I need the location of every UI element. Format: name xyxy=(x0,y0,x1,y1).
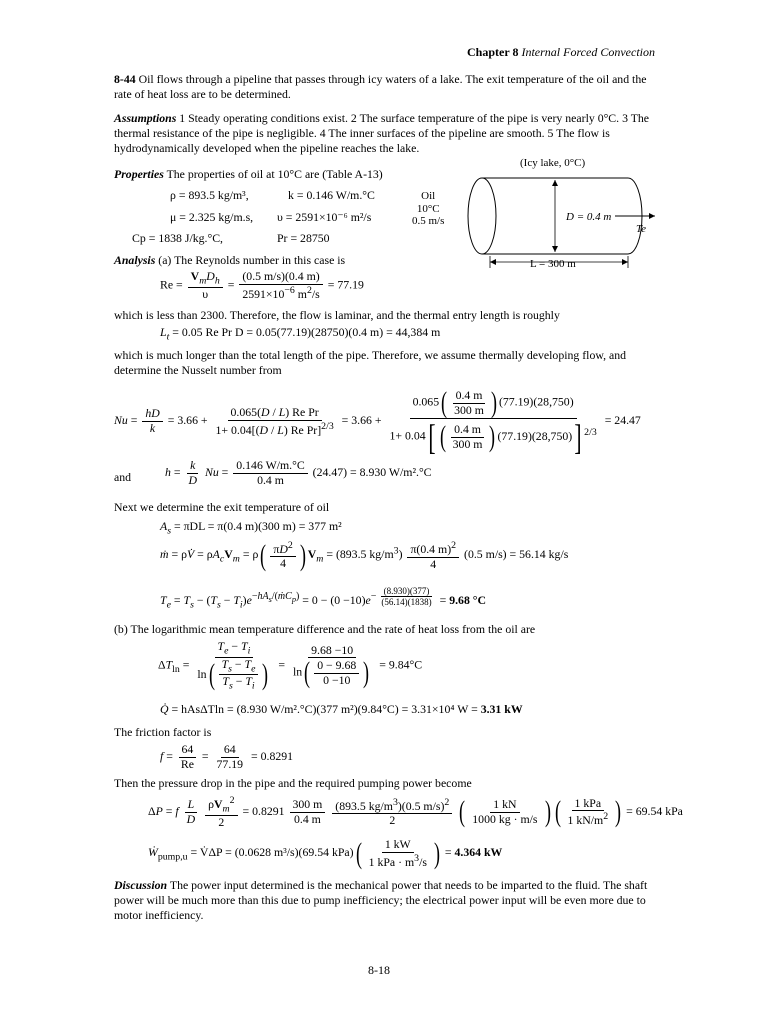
nusselt-equation: Nu = $\frac{hD}{k}$ = 3.66 + $\frac{\text{0.065(D / L) Re Pr}}{1+ 0.04[(D / L) Re Pr]^{2/3}}$ = 3.66 + 0.065 ( 0.4 m 300 m ) (77.19)(28,750) 1+ 0.04 [ ( 0.4 m 300 m ) (77.19)(28,750) ] $^{2/3}$ = 24.47 xyxy=(114,386,641,457)
figure-exit-temp: Te xyxy=(636,223,646,235)
figure-oil: Oil xyxy=(421,190,436,202)
figure-lake-label: (Icy lake, 0°C) xyxy=(520,157,586,169)
lmtd-result: = 9.84°C xyxy=(379,657,423,672)
discussion-label: Discussion xyxy=(114,878,168,892)
prop-pr: Pr = 28750 xyxy=(277,231,330,245)
discussion-paragraph xyxy=(114,878,656,923)
problem-text: Oil flows through a pipeline that passes through icy waters of a lake. The exit temperature of the oil and the rate of heat loss are to be determined. xyxy=(114,72,647,102)
analysis-label: Analysis xyxy=(114,253,156,267)
nusselt-result: = 24.47 xyxy=(604,413,641,428)
page-number: 8-18 xyxy=(368,963,390,977)
lmtd-equation: $\Delta T_{ln}$ = $T_e - T_i$ ln ( $T_s - T_e$ $T_s - T_i$ ) = 9.68 −10 ln ( 0 − 9.68 0 −10 ) = 9.84°C xyxy=(158,639,423,692)
friction-result: = 0.8291 xyxy=(251,748,294,763)
pressure-drop-result: = 69.54 kPa xyxy=(626,803,683,818)
reynolds-equation: Re = $V_mD_h$ υ = $\frac{(0.5 m/s)(0.4 m)}{2591\times 10^{-6} m^2/s}$ = 77.19 xyxy=(160,269,364,301)
pressure-intro: Then the pressure drop in the pipe and the required pumping power become xyxy=(114,776,472,790)
properties-text: The properties of oil at 10°C are (Table A-13) xyxy=(166,167,383,181)
figure-oil-label xyxy=(412,190,444,228)
assumptions-paragraph xyxy=(114,111,656,156)
surface-area-text: = πDL = π(0.4 m)(300 m) = 377 m² xyxy=(174,519,342,533)
friction-equation: f = $\frac{64}{Re}$ = $\frac{64}{77.19}$ = 0.8291 xyxy=(160,742,294,771)
entry-length-text: = 0.05 Re Pr D = 0.05(77.19)(28750)(0.4 m) = 44,384 m xyxy=(172,325,441,339)
prop-nu: υ = 2591×10⁻⁶ m²/s xyxy=(277,210,372,224)
analysis-intro: (a) The Reynolds number in this case is xyxy=(158,253,346,267)
pumping-power-text: = V̇ΔP = (0.0628 m³/s)(69.54 kPa) xyxy=(190,845,354,860)
chapter-label: Chapter 8 xyxy=(467,45,519,59)
discussion-text: The power input determined is the mechanical power that needs to be imparted to the fluid. The shaft power will be much more than this due to pump inefficiency; the electrical power input will be even more due to motor inefficiency. xyxy=(114,878,648,923)
page-header xyxy=(467,45,655,60)
figure-vel: 0.5 m/s xyxy=(412,215,445,228)
h-equation: h = $\frac{k}{D}$ Nu = $\frac{0.146 W/m.^\circ C}{0.4 m}$ (24.47) = 8.930 W/m².°C xyxy=(165,458,432,487)
entry-length-equation: $L_t = 0.05$ Re Pr D = 0.05(77.19)(28750)(0.4 m) = 44,384 m xyxy=(160,325,441,343)
exit-temp-intro: Next we determine the exit temperature of oil xyxy=(114,500,330,514)
problem-number: 8-44 xyxy=(114,72,136,86)
reynolds-result: = 77.19 xyxy=(327,277,364,292)
and-label: and xyxy=(114,470,132,484)
heat-loss-result: 3.31 kW xyxy=(480,702,523,716)
part-b-intro: (b) The logarithmic mean temperature difference and the rate of heat loss from the oil are xyxy=(114,622,536,636)
properties-heading xyxy=(114,167,383,182)
pumping-power-result: 4.364 kW xyxy=(454,845,503,860)
prop-cp: Cp = 1838 J/kg.°C, xyxy=(132,231,224,245)
surface-area-equation: $A_s = \pi DL = \pi(0.4$ m)(300 m) = 377 m² xyxy=(160,519,342,537)
pumping-power-equation: Ẇ$_{pump,u}$ = V̇ΔP = (0.0628 m³/s)(69.54 kPa) ( 1 kW 1 kPa · $m^3/s$ ) = 4.364 kW xyxy=(148,836,503,870)
mass-flow-result: (0.5 m/s) = 56.14 kg/s xyxy=(464,547,569,562)
figure-diameter: D = 0.4 m xyxy=(566,211,612,223)
mass-flow-equation: ṁ = ρV̇ = $\rho A_cV_m = \rho$ ( $\pi D^2$ 4 ) $V_m = (893.5$ $kg/m^3$) $\frac{\pi(0.4 m)^2}{4}$ (0.5 m/s) = 56.14 kg/s xyxy=(160,538,569,572)
figure-temp: 10°C xyxy=(416,202,440,215)
prop-mu: μ = 2.325 kg/m.s, xyxy=(170,210,254,224)
assumptions-text: 1 Steady operating conditions exist. 2 The surface temperature of the pipe is very nearly 0°C. 3 The thermal resistance of the pipe is negligible. 4 The inner surfaces of the pipeline are smooth. 5 The flow is hydrodynamically developed when the pipeline reaches the lake. xyxy=(114,111,650,156)
prop-k: k = 0.146 W/m.°C xyxy=(288,188,375,202)
friction-intro: The friction factor is xyxy=(114,725,212,739)
exit-temp-equation: $T_e = T_s - (T_s - T_i)e^{-hA_s/(ṁC_p)} = 0 - (0 -10)e^{- \frac{(8.930)(377)}{(56.14)(1838)}}$ = 9.68 °C xyxy=(160,586,487,611)
analysis-heading xyxy=(114,253,345,268)
assumptions-label: Assumptions xyxy=(114,111,177,125)
exit-temp-result: 9.68 °C xyxy=(449,593,487,608)
h-result: (24.47) = 8.930 W/m².°C xyxy=(312,464,432,479)
chapter-title: Internal Forced Convection xyxy=(521,45,655,59)
heat-loss-text: = hAsΔTln = (8.930 W/m².°C)(377 m²)(9.84°C) = 3.31×10⁴ W = xyxy=(171,702,478,716)
heat-loss-equation: Q̇ = hAsΔTln = (8.930 W/m².°C)(377 m²)(9.84°C) = 3.31×10⁴ W = 3.31 kW xyxy=(160,702,523,716)
pressure-drop-equation: ΔP = f $\frac{L}{D}$ $\rho V_m^2$ 2 = 0.8291 $\frac{300 m}{0.4 m}$ $\frac{(893.5 kg/m^3)(0.5 m/s)^2}{2}$ ( 1 kN 1000 kg · m/s ) ( 1 kPa 1 $kN/m^2$ ) = 69.54 kPa xyxy=(148,795,683,829)
prop-rho: ρ = 893.5 kg/m³, xyxy=(170,188,249,202)
laminar-text: which is less than 2300. Therefore, the flow is laminar, and the thermal entry length is roughly xyxy=(114,308,560,322)
problem-statement xyxy=(114,72,656,102)
figure-length: L = 300 m xyxy=(530,258,576,270)
developing-flow-text: which is much longer than the total length of the pipe. Therefore, we assume thermally developing flow, and determine the Nusselt number from xyxy=(114,348,627,378)
properties-label: Properties xyxy=(114,167,164,181)
